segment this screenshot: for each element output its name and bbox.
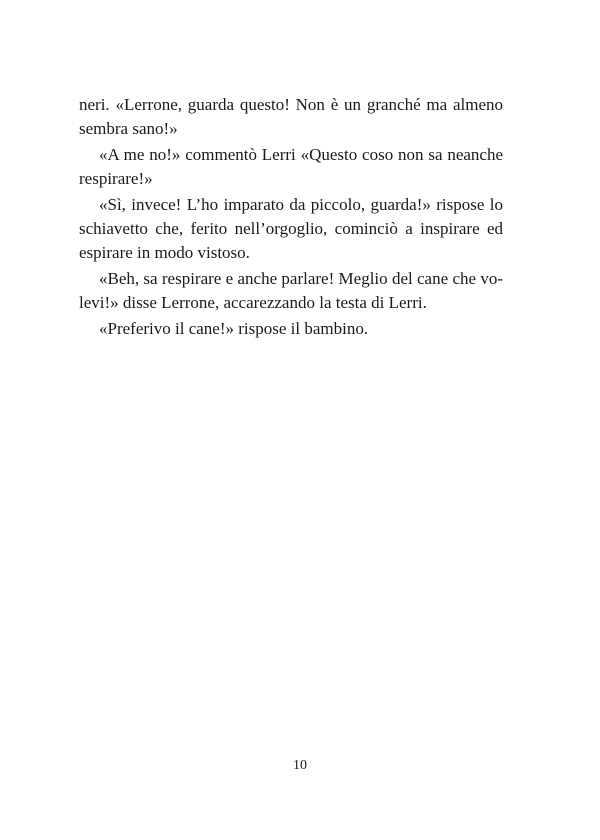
text-line: schiavetto che, ferito nell’orgoglio, cominciò a inspirare ed — [79, 219, 503, 238]
text-line: «A me no!» commentò Lerri «Questo coso non sa neanche — [99, 145, 503, 164]
text-line: levi!» disse Lerrone, accarezzando la testa di Lerri. — [79, 293, 427, 312]
text-line: neri. «Lerrone, guarda questo! Non è un granché ma almeno — [79, 95, 503, 114]
text-line: «Beh, sa respirare e anche parlare! Meglio del cane che vo- — [99, 269, 503, 288]
text-line: sembra sano!» — [79, 119, 178, 138]
paragraph-2 — [79, 143, 503, 191]
text-line: «Preferivo il cane!» rispose il bambino. — [99, 319, 369, 338]
paragraph-1 — [79, 93, 503, 141]
text-line: espirare in modo vistoso. — [79, 243, 250, 262]
text-line: respirare!» — [79, 169, 153, 188]
text-line: «Sì, invece! L’ho imparato da piccolo, guarda!» rispose lo — [99, 195, 503, 214]
paragraph-3 — [79, 193, 503, 265]
body-text — [79, 93, 503, 341]
page-number: 10 — [293, 758, 307, 773]
paragraph-5 — [79, 317, 503, 341]
paragraph-4 — [79, 267, 503, 315]
